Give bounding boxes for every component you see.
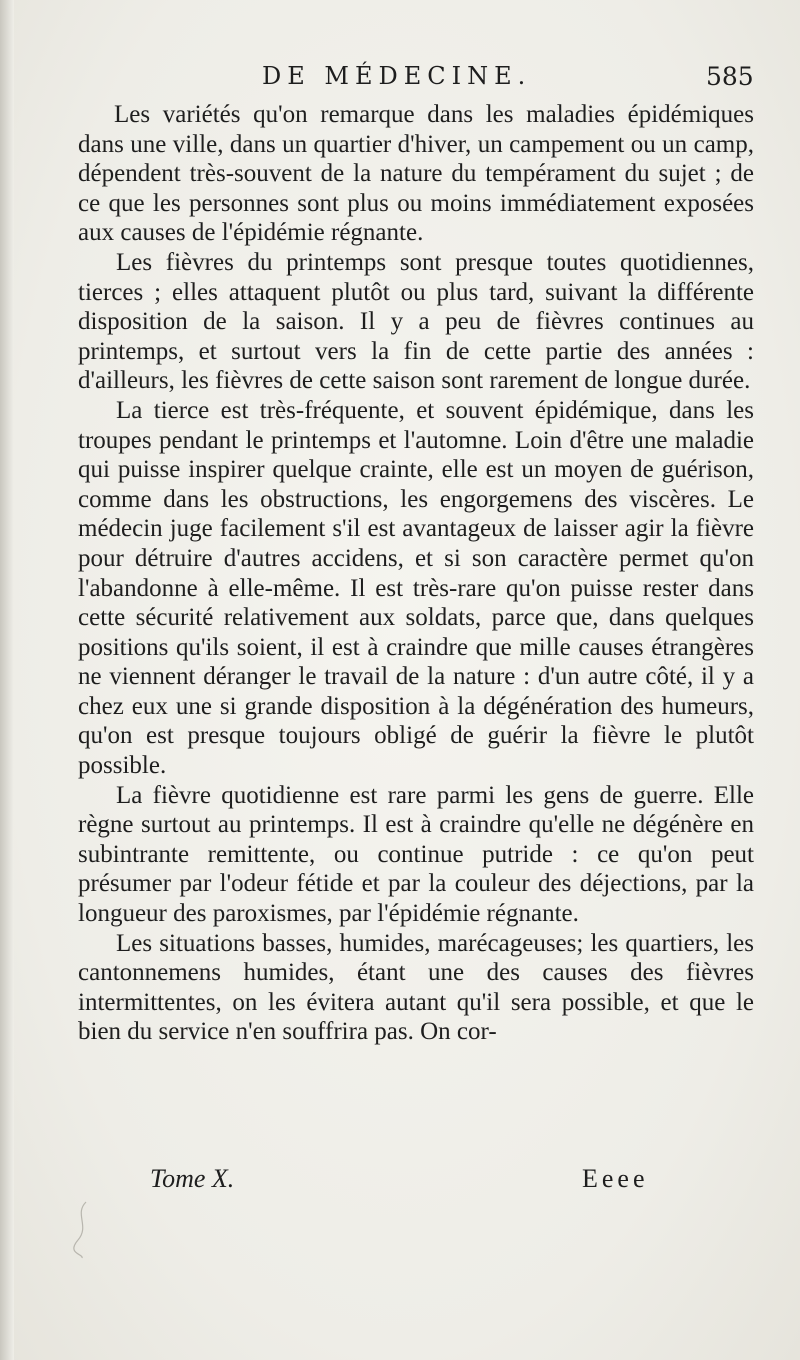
- body-text: [78, 100, 754, 1047]
- volume-label: Tome X.: [150, 1164, 235, 1193]
- binding-gutter: [0, 0, 14, 1360]
- page-header: [0, 62, 800, 96]
- paragraph: La tierce est très-fréquente, et souvent épidémique, dans les troupes pendant le printemps et l'automne. Loin d'être une maladie qui puisse inspirer quelque crainte, elle est un moyen de guérison, comme dans les obstructions, les engorgemens des viscères. Le médecin juge facilement s'il est avantageux de laisser agir la fièvre pour détruire d'autres accidens, et si son caractère permet qu'on l'abandonne à elle-même. Il est très-rare qu'on puisse rester dans cette sécurité relativement aux soldats, parce que, dans quelques positions qu'ils soient, il est à craindre que mille causes étrangères ne viennent déranger le travail de la nature : d'un autre côté, il y a chez eux une si grande disposition à la dégénération des humeurs, qu'on est presque toujours obligé de guérir la fièvre le plutôt possible.: [78, 396, 754, 780]
- paragraph: Les fièvres du printemps sont presque toutes quotidiennes, tierces ; elles attaquent plutôt ou plus tard, suivant la différente disposition de la saison. Il y a peu de fièvres continues au printemps, et surtout vers la fin de cette partie des années : d'ailleurs, les fièvres de cette saison sont rarement de longue durée.: [78, 248, 754, 395]
- pencil-mark: [72, 1200, 92, 1260]
- page-number: 585: [706, 62, 754, 91]
- running-head: DE MÉDECINE.: [262, 62, 532, 90]
- paragraph: Les situations basses, humides, marécageuses; les quartiers, les cantonnemens humides, étant une des causes des fièvres intermittentes, on les évitera autant qu'il sera possible, et que le bien du service n'en souffrira pas. On cor-: [78, 929, 754, 1046]
- paragraph: Les variétés qu'on remarque dans les maladies épidémiques dans une ville, dans un quartier d'hiver, un campement ou un camp, dépendent très-souvent de la nature du tempérament du sujet ; de ce que les personnes sont plus ou moins immédiatement exposées aux causes de l'épidémie régnante.: [78, 101, 754, 247]
- page-footer: [0, 1164, 800, 1198]
- paragraph: La fièvre quotidienne est rare parmi les gens de guerre. Elle règne surtout au printemps. Il est à craindre qu'elle ne dégénère en subintrante remittente, ou continue putride : ce qu'on peut présumer par l'odeur fétide et par la couleur des déjections, par la longueur des paroxismes, par l'épidémie régnante.: [78, 781, 754, 928]
- signature-mark: Eeee: [582, 1164, 649, 1193]
